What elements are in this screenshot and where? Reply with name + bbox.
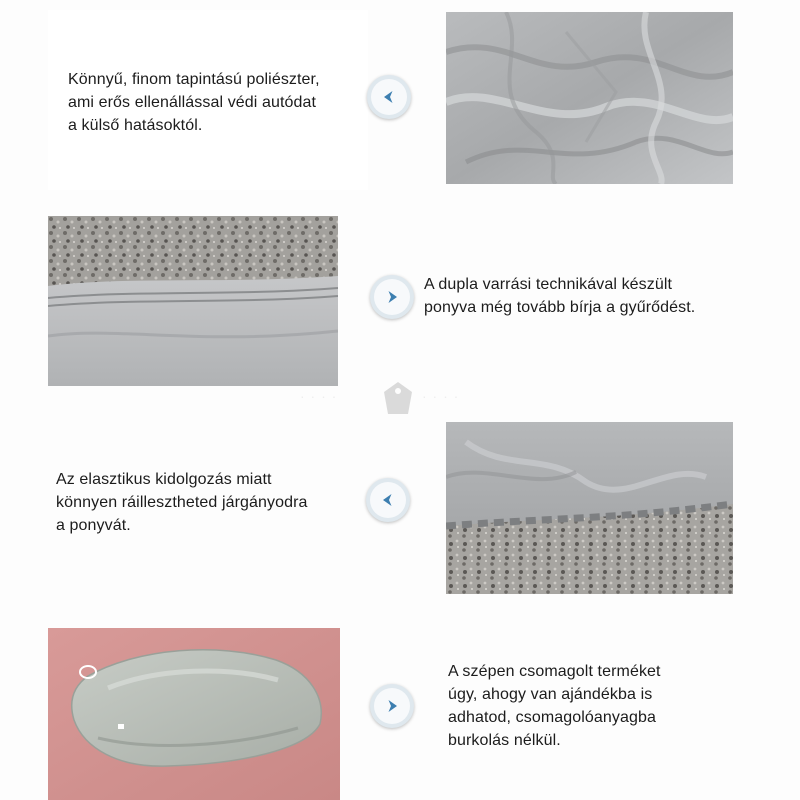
feature-text-line: a külső hatásoktól. <box>68 117 203 134</box>
feature-text-line: ponyva még tovább bírja a gyűrődést. <box>424 299 696 316</box>
feature-text-2 <box>424 273 695 319</box>
chevron-left-button-3[interactable] <box>366 478 410 522</box>
double-stitch-seam-photo <box>48 216 338 386</box>
feature-text-line: Az elasztikus kidolgozás miatt <box>56 471 272 488</box>
packaged-cover-photo <box>48 628 340 800</box>
chevron-right-icon <box>383 697 401 715</box>
feature-text-line: A szépen csomagolt terméket <box>448 663 661 680</box>
fabric-folds-photo <box>446 12 733 184</box>
chevron-left-icon <box>379 491 397 509</box>
feature-text-line: A dupla varrási technikával készült <box>424 276 673 293</box>
feature-text-1 <box>68 68 320 137</box>
feature-text-line: úgy, ahogy van ajándékba is <box>448 686 653 703</box>
feature-text-line: adhatod, csomagolóanyagba <box>448 709 656 726</box>
watermark-logo: · · · · · · · · <box>300 374 500 424</box>
elastic-hem-photo <box>446 422 733 594</box>
tag-icon <box>378 378 418 418</box>
chevron-left-icon <box>380 88 398 106</box>
chevron-right-icon <box>383 288 401 306</box>
feature-text-line: ami erős ellenállással védi autódat <box>68 94 317 111</box>
feature-text-3 <box>56 468 308 537</box>
chevron-right-button-2[interactable] <box>370 275 414 319</box>
feature-text-line: könnyen ráillesztheted járgányodra <box>56 494 308 511</box>
feature-text-line: a ponyvát. <box>56 517 131 534</box>
chevron-right-button-4[interactable] <box>370 684 414 728</box>
feature-text-line: burkolás nélkül. <box>448 732 561 749</box>
feature-text-4 <box>448 660 661 752</box>
feature-text-line: Könnyű, finom tapintású poliészter, <box>68 71 320 88</box>
chevron-left-button-1[interactable] <box>367 75 411 119</box>
